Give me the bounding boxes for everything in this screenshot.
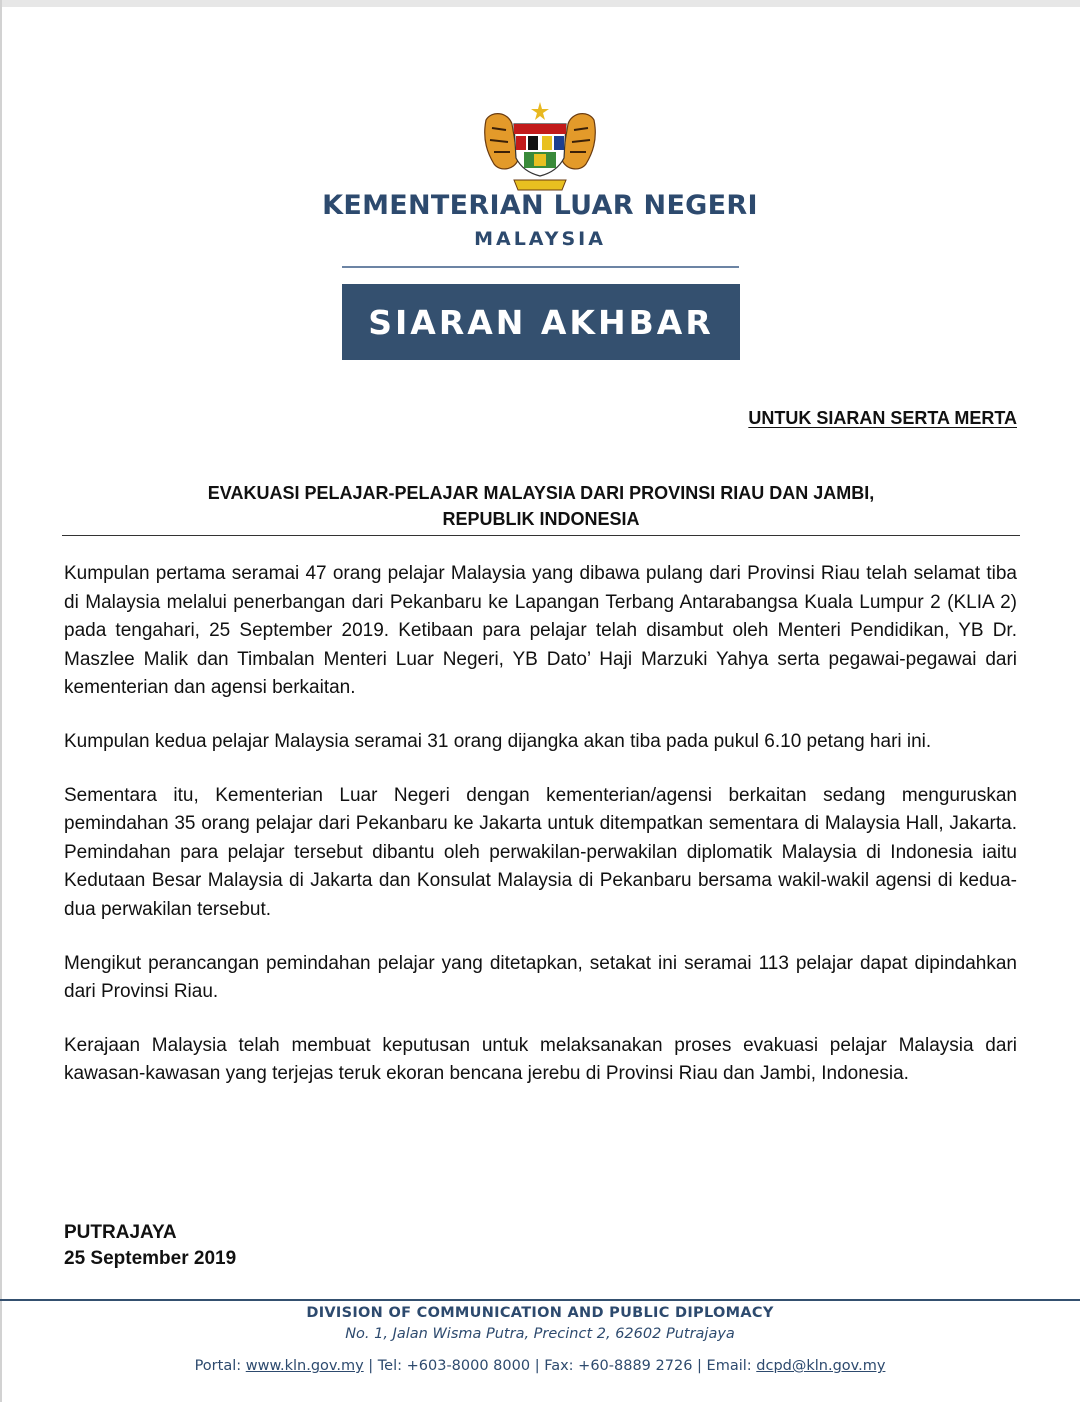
footer-division: DIVISION OF COMMUNICATION AND PUBLIC DIPLOMACY [306, 1305, 774, 1321]
paragraph-2: Kumpulan kedua pelajar Malaysia seramai 31 orang dijangka akan tiba pada pukul 6.10 petang hari ini. [64, 730, 932, 752]
footer-address: No. 1, Jalan Wisma Putra, Precinct 2, 62602 Putrajaya [345, 1326, 735, 1342]
telephone: Tel: +603-8000 8000 [377, 1358, 531, 1374]
paragraph-3: Sementara itu, Kementerian Luar Negeri dengan kementerian/agensi berkaitan sedang menguruskan pemindahan 35 orang pelajar dari Pekanbaru ke Jakarta untuk ditempatkan sementara di Malaysia Hall, Jakarta. Pemindahan para pelajar tersebut dibantu oleh perwakilan-perwakilan diplomatik Malaysia di Indonesia iaitu Kedutaan Besar Malaysia di Jakarta dan Konsulat Malaysia di Pekanbaru bersama wakil-wakil agensi di kedua-dua perwakilan tersebut. [64, 784, 1017, 920]
headline-line-1: EVAKUASI PELAJAR-PELAJAR MALAYSIA DARI PROVINSI RIAU DAN JAMBI, [207, 483, 875, 503]
paragraph-4: Mengikut perancangan pemindahan pelajar yang ditetapkan, setakat ini seramai 113 pelajar dapat dipindahkan dari Provinsi Riau. [64, 952, 1017, 1003]
ministry-name: KEMENTERIAN LUAR NEGERI [322, 190, 758, 221]
headline-divider [62, 535, 1020, 536]
email-link[interactable]: dcpd@kln.gov.my [756, 1358, 886, 1374]
article-body [64, 560, 1017, 1114]
email-label: Email: [706, 1358, 752, 1374]
footer-divider [0, 1299, 1080, 1301]
separator: | [534, 1358, 540, 1374]
press-release-banner: SIARAN AKHBAR [342, 284, 740, 360]
signoff [64, 1220, 236, 1272]
ministry-country: MALAYSIA [474, 228, 606, 250]
page-top-edge [0, 0, 1080, 7]
coat-of-arms-icon [478, 100, 602, 192]
signoff-place: PUTRAJAYA [64, 1222, 177, 1243]
footer-contact [0, 1358, 1080, 1374]
paragraph-1: Kumpulan pertama seramai 47 orang pelajar Malaysia yang dibawa pulang dari Provinsi Riau telah selamat tiba di Malaysia melalui penerbangan dari Pekanbaru ke Lapangan Terbang Antarabangsa Kuala Lumpur 2 (KLIA 2) pada tengahari, 25 September 2019. Ketibaan para pelajar telah disambut oleh Menteri Pendidikan, YB Dr. Maszlee Malik dan Timbalan Menteri Luar Negeri, YB Dato’ Haji Marzuki Yahya serta pegawai-pegawai dari kementerian dan agensi berkaitan. [64, 563, 1017, 699]
signoff-date: 25 September 2019 [64, 1248, 237, 1269]
headline [62, 480, 1020, 532]
separator: | [697, 1358, 702, 1374]
release-label: UNTUK SIARAN SERTA MERTA [748, 408, 1017, 428]
portal-link[interactable]: www.kln.gov.my [245, 1358, 364, 1374]
paragraph-5: Kerajaan Malaysia telah membuat keputusan untuk melaksanakan proses evakuasi pelajar Malaysia dari kawasan-kawasan yang terjejas teruk ekoran bencana jerebu di Provinsi Riau dan Jambi, Indonesia. [64, 1034, 1017, 1085]
portal-label: Portal: [194, 1358, 242, 1374]
separator: | [368, 1358, 374, 1374]
header-divider [342, 266, 739, 268]
fax: Fax: +60-8889 2726 [544, 1358, 693, 1374]
headline-line-2: REPUBLIK INDONESIA [442, 509, 640, 529]
